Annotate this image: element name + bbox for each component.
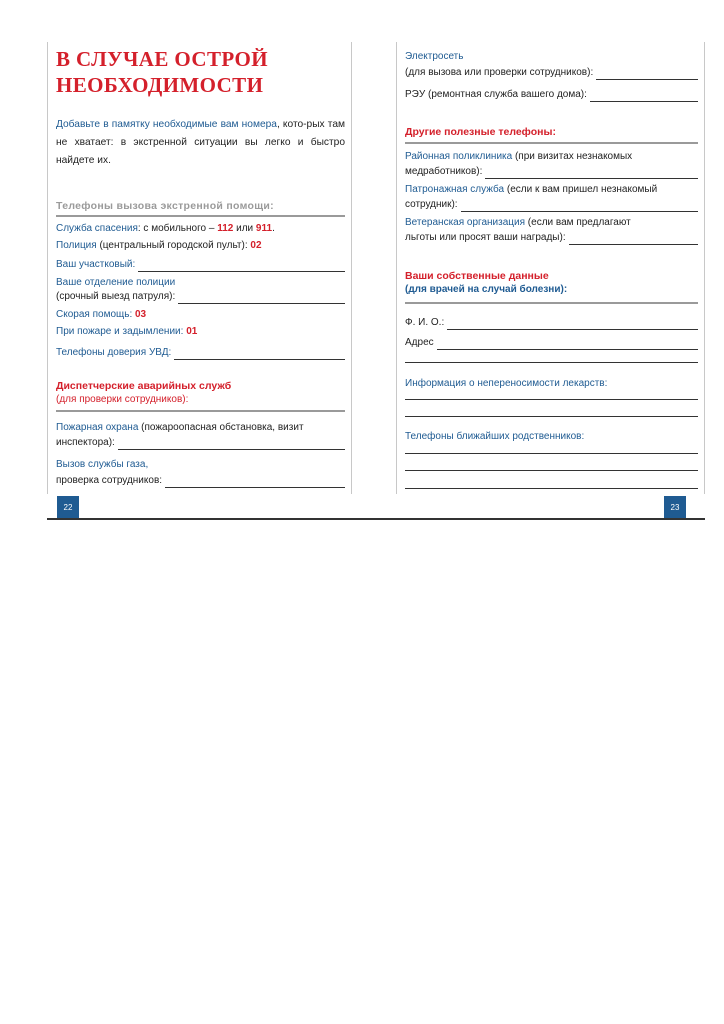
patron-text-2: сотрудник): [405,199,458,210]
police-dept-label-row [56,276,345,290]
intolerance-field-2[interactable] [405,416,698,417]
power-row [405,66,698,80]
police-dept-label: Ваше отделение полиции [56,277,176,288]
section-personal-title: Ваши собственные данные [405,270,549,282]
fio-field[interactable] [447,319,698,330]
fio-row [405,316,698,330]
patron-field[interactable] [461,201,698,212]
power-label-row [405,50,698,64]
fire-watch-text: (пожароопасная обстановка, визит [138,422,304,433]
intro-paragraph [56,116,345,170]
section-dispatch-subtitle: (для проверки сотрудников): [56,394,189,405]
address-row [405,336,698,350]
district-officer-row [56,258,345,272]
ambulance-row [56,308,345,322]
section-dispatch-rule [56,410,345,412]
district-officer-field[interactable] [138,261,345,272]
section-dispatch-title: Диспетчерские аварийных служб [56,380,232,392]
address-field[interactable] [437,339,698,350]
section-useful-heading: Другие полезные телефоны: [405,126,556,138]
ambulance-label: Скорая помощь: [56,309,135,320]
reu-text: РЭУ (ремонтная служба вашего дома): [405,89,587,100]
patron-label: Патронажная служба [405,184,505,195]
patron-text: (если к вам пришел незнакомый [504,184,658,195]
left-page [47,42,352,494]
rescue-or: или [233,223,256,234]
relatives-label-row [405,430,698,444]
page-number-right: 23 [664,496,686,518]
address-field-2[interactable] [405,362,698,363]
section-useful-rule [405,142,698,144]
police-dept-field[interactable] [178,293,345,304]
rescue-row [56,222,345,236]
fire-watch-label: Пожарная охрана [56,422,139,433]
police-row [56,239,345,253]
police-label: Полиция [56,240,97,251]
fire-row [56,325,345,339]
intro-highlight: Добавьте в памятку необходимые вам номера [56,119,277,130]
bottom-rule [47,518,705,520]
intolerance-label-row [405,377,698,391]
power-text: (для вызова или проверки сотрудников): [405,67,594,78]
veteran-text: (если вам предлагают [525,217,631,228]
section-personal-rule [405,302,698,304]
clinic-field[interactable] [485,168,698,179]
reu-field[interactable] [590,91,698,102]
rescue-end: . [272,223,275,234]
veteran-row [405,216,698,230]
gas-row [56,474,345,488]
section-personal-subtitle: (для врачей на случай болезни): [405,284,568,295]
patron-row [405,183,698,197]
title-line-1: В СЛУЧАЕ ОСТРОЙ [56,47,268,71]
power-label: Электросеть [405,51,464,62]
intro-text: , кото-рых там не хватает: в экстренной ситуации вы легко и быстро найдете их. [56,119,345,166]
page-title [56,46,268,98]
clinic-text-2: медработников): [405,166,483,177]
intolerance-label: Информация о непереносимости лекарств: [405,378,608,389]
gas-text: проверка сотрудников: [56,475,163,486]
clinic-label: Районная поликлиника [405,151,513,162]
section-dispatch-heading [56,380,345,406]
clinic-row [405,150,698,164]
clinic-text: (при визитах незнакомых [512,151,633,162]
section-emergency-heading: Телефоны вызова экстренной помощи: [56,200,345,217]
title-line-2: НЕОБХОДИМОСТИ [56,73,264,97]
trust-phone-field[interactable] [174,349,345,360]
police-text: (центральный городской пульт): [96,240,251,251]
rescue-number-112: 112 [217,223,234,234]
page-number-left: 22 [57,496,79,518]
relatives-field-1[interactable] [405,453,698,454]
power-field[interactable] [596,69,698,80]
relatives-label: Телефоны ближайших родственников: [405,431,585,442]
fire-watch-field-row [56,436,345,450]
police-dept-text: (срочный выезд патруля): [56,291,176,302]
relatives-field-3[interactable] [405,488,698,489]
veteran-text-2: льготы или просят ваши награды): [405,232,566,243]
police-dept-row [56,290,345,304]
veteran-field[interactable] [569,234,698,245]
fire-watch-row [56,421,345,435]
rescue-label: Служба спасения [56,223,138,234]
fire-watch-field[interactable] [118,439,345,450]
district-officer-label: Ваш участковый: [56,259,136,270]
police-number: 02 [250,240,262,251]
rescue-number-911: 911 [255,223,273,234]
trust-phone-label: Телефоны доверия УВД: [56,347,172,358]
veteran-label: Ветеранская организация [405,217,526,228]
veteran-field-row [405,231,698,245]
gas-field[interactable] [165,477,345,488]
gas-label-row [56,458,345,472]
right-page [396,42,705,494]
clinic-field-row [405,165,698,179]
gas-label: Вызов службы газа, [56,459,149,470]
section-personal-heading [405,270,698,296]
reu-row [405,88,698,102]
fire-watch-text-2: инспектора): [56,437,115,448]
patron-field-row [405,198,698,212]
rescue-text: : с мобильного – [137,223,218,234]
intolerance-field-1[interactable] [405,399,698,400]
ambulance-number: 03 [135,309,147,320]
address-label: Адрес [405,337,434,348]
fire-number: 01 [186,326,198,337]
fio-label: Ф. И. О.: [405,317,445,328]
relatives-field-2[interactable] [405,470,698,471]
fire-label: При пожаре и задымлении: [56,326,187,337]
trust-phone-row [56,346,345,360]
